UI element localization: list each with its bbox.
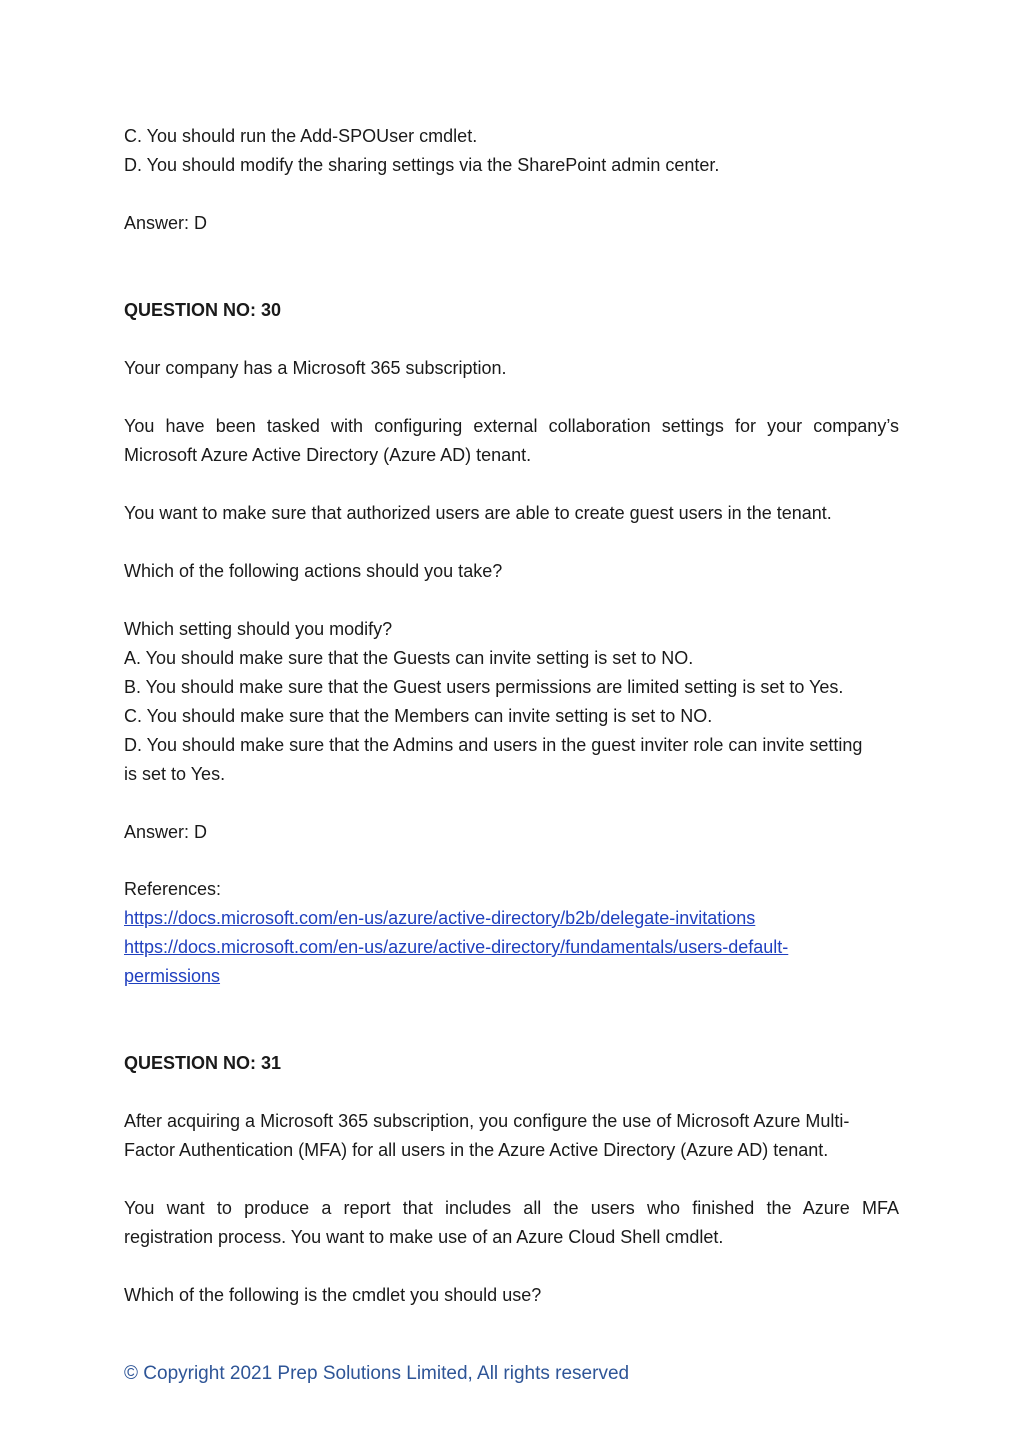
q30-question: Which of the following actions should you take?: [124, 561, 503, 581]
copyright-footer: © Copyright 2021 Prep Solutions Limited, All rights reserved: [124, 1363, 630, 1384]
q30-option-b: B. You should make sure that the Guest users permissions are limited setting is set to Yes.: [124, 677, 844, 697]
q30-option-d-line1: D. You should make sure that the Admins and users in the guest inviter role can invite setting: [124, 735, 863, 755]
q30-task-line2: Microsoft Azure Active Directory (Azure AD) tenant.: [124, 445, 532, 465]
q30-reference-link-2-row1: [124, 933, 788, 962]
q31-goal-line1: You want to produce a report that includes all the users who finished the Azure MFA: [124, 1198, 899, 1218]
q30-reference-link-2-row2: [124, 962, 220, 991]
q30-sub-question: Which setting should you modify?: [124, 619, 393, 639]
prev-answer: Answer: D: [124, 213, 208, 233]
q30-heading: QUESTION NO: 30: [124, 300, 282, 320]
q30-goal: You want to make sure that authorized users are able to create guest users in the tenant.: [124, 503, 832, 523]
q30-option-a: A. You should make sure that the Guests can invite setting is set to NO.: [124, 648, 694, 668]
q31-intro-line2: Factor Authentication (MFA) for all users in the Azure Active Directory (Azure AD) tenant.: [124, 1140, 829, 1160]
q31-question: Which of the following is the cmdlet you should use?: [124, 1285, 542, 1305]
prev-option-c: C. You should run the Add-SPOUser cmdlet.: [124, 126, 478, 146]
q30-option-d-line2: is set to Yes.: [124, 764, 226, 784]
q30-answer: Answer: D: [124, 822, 208, 842]
q30-reference-link-2-part1[interactable]: https://docs.microsoft.com/en-us/azure/active-directory/fundamentals/users-default-: [124, 937, 789, 957]
q30-reference-link-2-part2[interactable]: permissions: [124, 966, 221, 986]
q30-intro: Your company has a Microsoft 365 subscription.: [124, 358, 507, 378]
q30-reference-link-1[interactable]: https://docs.microsoft.com/en-us/azure/active-directory/b2b/delegate-invitations: [124, 908, 756, 928]
q30-references-label: References:: [124, 879, 222, 899]
q30-task-line1: You have been tasked with configuring external collaboration settings for your company’s: [124, 416, 899, 436]
q30-reference-link-1-row: [124, 904, 755, 933]
q31-heading: QUESTION NO: 31: [124, 1053, 282, 1073]
q30-option-c: C. You should make sure that the Members can invite setting is set to NO.: [124, 706, 713, 726]
q31-goal-line2: registration process. You want to make use of an Azure Cloud Shell cmdlet.: [124, 1227, 724, 1247]
q31-intro-line1: After acquiring a Microsoft 365 subscription, you configure the use of Microsoft Azure Multi-: [124, 1111, 850, 1131]
prev-option-d: D. You should modify the sharing settings via the SharePoint admin center.: [124, 155, 720, 175]
